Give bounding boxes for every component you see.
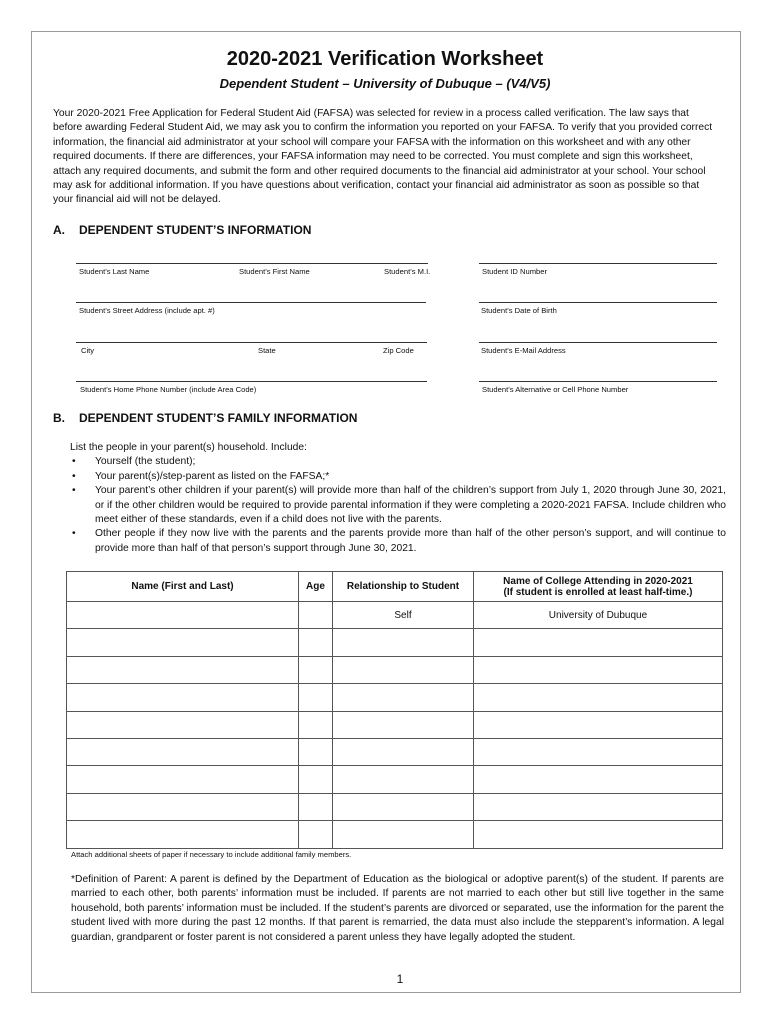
- college-cell[interactable]: University of Dubuque: [474, 602, 723, 629]
- attach-sheets-note: Attach additional sheets of paper if necessary to include additional family members.: [71, 850, 352, 859]
- page-title: 2020-2021 Verification Worksheet: [226, 48, 544, 70]
- college-column-header: [474, 572, 723, 602]
- table-row: [67, 602, 723, 629]
- relationship-column-header: Relationship to Student: [333, 572, 474, 602]
- section-a-heading: [53, 223, 311, 237]
- name-cell[interactable]: [67, 766, 299, 793]
- date-of-birth-field[interactable]: [479, 302, 717, 303]
- bullet-icon: •: [72, 470, 76, 482]
- page-subtitle: Dependent Student – University of Dubuque – (V4/V5): [219, 76, 551, 91]
- age-cell[interactable]: [299, 766, 333, 793]
- table-row: [67, 738, 723, 765]
- zip-code-label: Zip Code: [383, 346, 414, 355]
- name-cell[interactable]: [67, 793, 299, 820]
- street-address-label: Student’s Street Address (include apt. #): [79, 306, 215, 315]
- name-column-header: Name (First and Last): [67, 572, 299, 602]
- college-header-line-1: Name of College Attending in 2020-2021: [503, 575, 693, 587]
- name-cell[interactable]: [67, 629, 299, 656]
- college-cell[interactable]: [474, 793, 723, 820]
- first-name-label: Student’s First Name: [239, 267, 310, 276]
- table-row: [67, 821, 723, 848]
- state-label: State: [258, 346, 276, 355]
- table-row: [67, 629, 723, 656]
- table-row: [67, 793, 723, 820]
- section-b-letter: B.: [53, 411, 65, 425]
- section-b-heading: [53, 411, 357, 425]
- relationship-cell[interactable]: [333, 684, 474, 711]
- street-address-field[interactable]: [76, 302, 426, 303]
- student-id-field[interactable]: [479, 263, 717, 264]
- age-cell[interactable]: [299, 793, 333, 820]
- section-a-title: DEPENDENT STUDENT’S INFORMATION: [79, 223, 312, 237]
- name-field[interactable]: [76, 263, 428, 264]
- relationship-cell[interactable]: [333, 738, 474, 765]
- alt-phone-label: Student’s Alternative or Cell Phone Number: [482, 385, 629, 394]
- college-cell[interactable]: [474, 656, 723, 683]
- age-cell[interactable]: [299, 821, 333, 848]
- relationship-cell[interactable]: [333, 766, 474, 793]
- bullet-icon: •: [72, 456, 76, 468]
- name-cell[interactable]: [67, 738, 299, 765]
- table-header-row: [67, 572, 723, 602]
- list-item: • Yourself (the student);: [70, 455, 726, 469]
- relationship-cell[interactable]: [333, 656, 474, 683]
- email-label: Student’s E-Mail Address: [481, 346, 566, 355]
- age-cell[interactable]: [299, 629, 333, 656]
- bullet-icon: •: [72, 485, 76, 497]
- date-of-birth-label: Student’s Date of Birth: [481, 306, 557, 315]
- relationship-cell[interactable]: [333, 821, 474, 848]
- college-cell[interactable]: [474, 821, 723, 848]
- family-bullet-list: [70, 455, 726, 556]
- relationship-cell[interactable]: [333, 711, 474, 738]
- student-id-label: Student ID Number: [482, 267, 547, 276]
- home-phone-field[interactable]: [76, 381, 427, 382]
- name-cell[interactable]: [67, 821, 299, 848]
- college-header-line-2: (If student is enrolled at least half-time.): [503, 586, 693, 598]
- college-cell[interactable]: [474, 629, 723, 656]
- last-name-label: Student’s Last Name: [79, 267, 150, 276]
- relationship-cell[interactable]: [333, 629, 474, 656]
- family-members-table: [66, 571, 723, 849]
- age-cell[interactable]: [299, 602, 333, 629]
- family-list-intro: List the people in your parent(s) household. Include:: [70, 442, 307, 453]
- table-row: [67, 711, 723, 738]
- age-column-header: Age: [299, 572, 333, 602]
- college-cell[interactable]: [474, 711, 723, 738]
- alt-phone-field[interactable]: [479, 381, 717, 382]
- page-number: 1: [396, 972, 404, 986]
- table-row: [67, 766, 723, 793]
- relationship-cell[interactable]: Self: [333, 602, 474, 629]
- table-row: [67, 656, 723, 683]
- bullet-icon: •: [72, 528, 76, 540]
- age-cell[interactable]: [299, 656, 333, 683]
- name-cell[interactable]: [67, 711, 299, 738]
- college-cell[interactable]: [474, 766, 723, 793]
- section-b-title: DEPENDENT STUDENT’S FAMILY INFORMATION: [79, 411, 358, 425]
- college-cell[interactable]: [474, 738, 723, 765]
- city-state-zip-field[interactable]: [76, 342, 427, 343]
- home-phone-label: Student’s Home Phone Number (include Area Code): [80, 385, 257, 394]
- relationship-cell[interactable]: [333, 793, 474, 820]
- parent-definition-paragraph: *Definition of Parent: A parent is defined by the Department of Education as the biological or adoptive parent(s) of the student. If parents are married to each other, both parents’ information must be included. If parents are not married to each other but still live together in the same household, both parents’ information must be included. If the student’s parents are divorced or separated, use the information for the parent the student lived with more during the past 12 months. If that parent is remarried, the data must also include the stepparent’s information. A legal guardian, grandparent or foster parent is not considered a parent unless they have legally adopted the student.: [71, 874, 724, 943]
- name-cell[interactable]: [67, 684, 299, 711]
- table-row: [67, 684, 723, 711]
- middle-initial-label: Student’s M.I.: [384, 267, 431, 276]
- list-item: • Your parent’s other children if your parent(s) will provide more than half of the children’s support from July 1, 2020 through June 30, 2021, or if the other children would be required to provide parental information if they were completing a 2020-2021 FAFSA. Include children who meet either of these standards, even if a child does not live with the parents.: [72, 485, 726, 526]
- age-cell[interactable]: [299, 711, 333, 738]
- city-label: City: [81, 346, 95, 355]
- email-field[interactable]: [479, 342, 717, 343]
- intro-paragraph: Your 2020-2021 Free Application for Federal Student Aid (FAFSA) was selected for review in a process called verification. The law says that before awarding Federal Student Aid, we may ask you to confirm the information you reported on your FAFSA. To verify that you provided correct information, the financial aid administrator at your school will compare your FAFSA with the information on this worksheet and with any other required documents. If there are differences, your FAFSA information may need to be corrected. You must complete and sign this worksheet, attach any required documents, and submit the form and other required documents to the financial aid administrator at your school. Your school may ask for additional information. If you have questions about verification, contact your financial aid administrator as soon as possible so that your financial aid will not be delayed.: [53, 108, 713, 206]
- section-a-letter: A.: [53, 223, 65, 237]
- list-item: • Other people if they now live with the parents and the parents provide more than half of the other person’s support, and will continue to provide more than half of that person’s support through June 30, 2021.: [72, 528, 726, 554]
- list-item: • Your parent(s)/step-parent as listed on the FAFSA;*: [70, 470, 726, 484]
- name-cell[interactable]: [67, 656, 299, 683]
- name-cell[interactable]: [67, 602, 299, 629]
- age-cell[interactable]: [299, 684, 333, 711]
- age-cell[interactable]: [299, 738, 333, 765]
- family-instructions: [70, 441, 726, 556]
- college-cell[interactable]: [474, 684, 723, 711]
